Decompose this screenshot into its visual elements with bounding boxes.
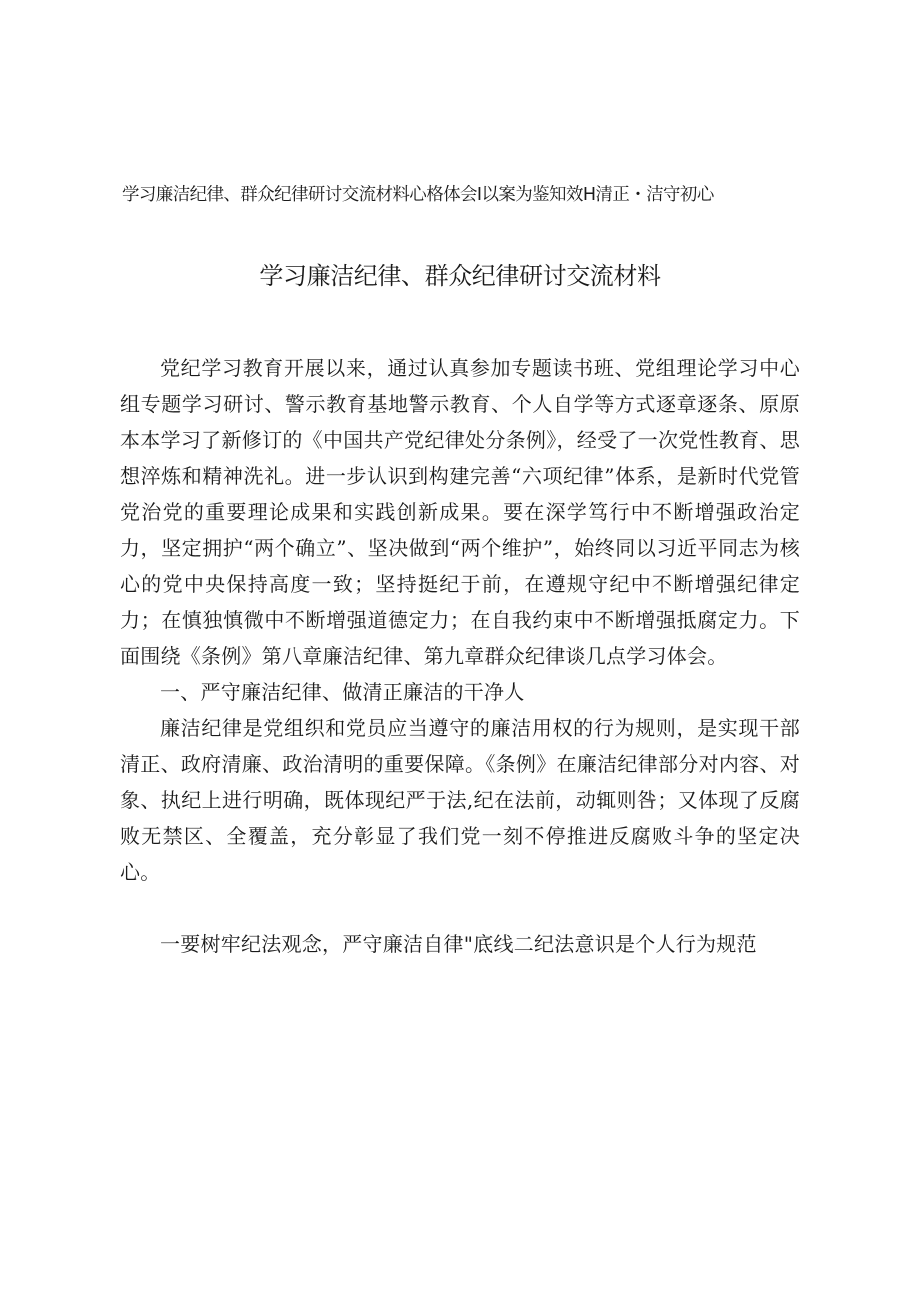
section-heading-1: 一、严守廉洁纪律、做清正廉洁的干净人 — [160, 680, 525, 704]
document-body — [120, 350, 800, 962]
section-1-paragraph: 廉洁纪律是党组织和党员应当遵守的廉洁用权的行为规则，是实现干部清正、政府清廉、政治清明的重要保障。《条例》在廉洁纪律部分对内容、对象、执纪上进行明确，既体现纪严于法,纪在法前，动辄则咎；又体现了反腐败无禁区、全覆盖，充分彰显了我们党一刻不停推进反腐败斗争的坚定决心。 — [120, 716, 800, 884]
document-header-line: 学习廉洁纪律、群众纪律研讨交流材料心格体会I以案为鉴知效H清正・洁守初心 — [122, 185, 714, 205]
subsection-paragraph: 一要树牢纪法观念，严守廉洁自律"底线二纪法意识是个人行为规范 — [160, 932, 757, 956]
document-title: 学习廉洁纪律、群众纪律研讨交流材料 — [259, 262, 661, 290]
paragraph-gap — [120, 890, 800, 926]
intro-paragraph: 党纪学习教育开展以来，通过认真参加专题读书班、党组理论学习中心组专题学习研讨、警示教育基地警示教育、个人自学等方式逐章逐条、原原本本学习了新修订的《中国共产党纪律处分条例》，经受了一次党性教育、思想淬炼和精神洗礼。进一步认识到构建完善“六项纪律”体系，是新时代党管党治党的重要理论成果和实践创新成果。要在深学笃行中不断增强政治定力，坚定拥护“两个确立”、坚决做到“两个维护”，始终同以习近平同志为核心的党中央保持高度一致；坚持挺纪于前，在遵规守纪中不断增强纪律定力；在慎独慎微中不断增强道德定力；在自我约束中不断增强抵腐定力。下面围绕《条例》第八章廉洁纪律、第九章群众纪律谈几点学习体会。 — [120, 356, 800, 668]
